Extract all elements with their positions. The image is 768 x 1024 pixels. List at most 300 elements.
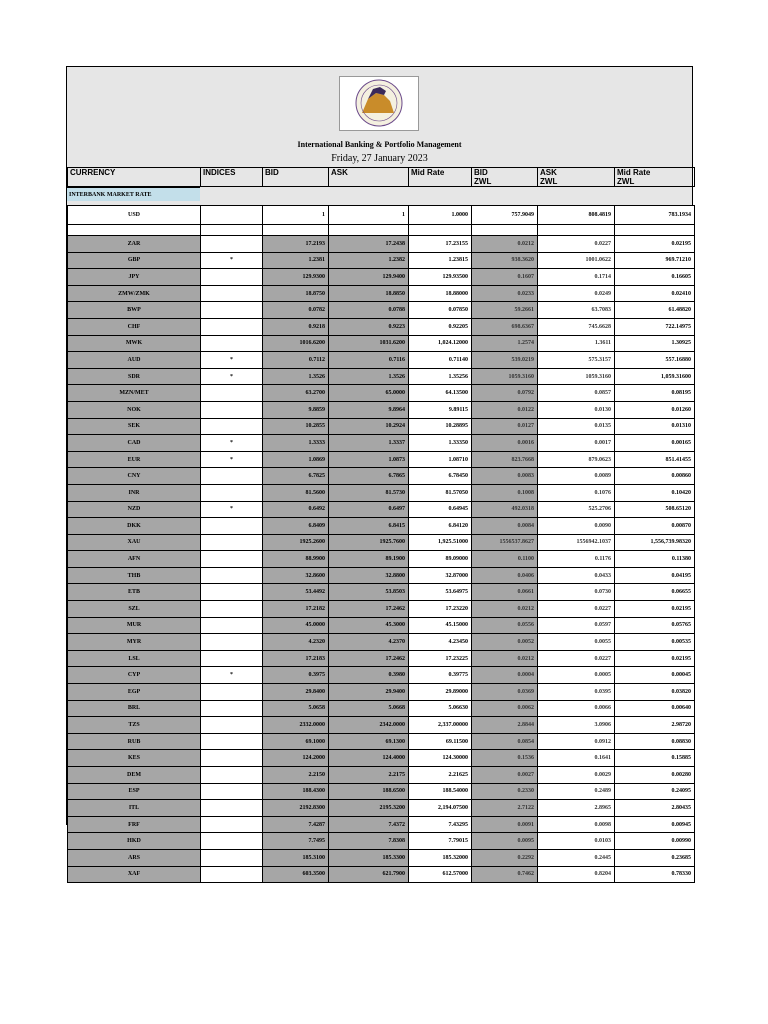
cell-ask-zwl: 0.2445 xyxy=(538,849,615,866)
cell-bid: 7.4287 xyxy=(263,816,329,833)
cell-ask-zwl: 3.0906 xyxy=(538,717,615,734)
cell-ask-zwl: 0.0130 xyxy=(538,401,615,418)
cell-ask: 6.7865 xyxy=(329,468,409,485)
cell-bid-zwl: 0.0122 xyxy=(472,401,538,418)
cell-bid-zwl: 938.3620 xyxy=(472,252,538,269)
cell-bid-zwl: 0.0406 xyxy=(472,567,538,584)
cell-mid: 10.28895 xyxy=(409,418,472,435)
rates-table xyxy=(67,235,695,883)
cell-ask: 1.3526 xyxy=(329,368,409,385)
cell-ask-zwl: 575.3157 xyxy=(538,352,615,369)
cell-ask: 0.3980 xyxy=(329,667,409,684)
cell-mid: 129.93500 xyxy=(409,269,472,286)
cell-ask-zwl: 1556942.1037 xyxy=(538,534,615,551)
cell-ask-zwl: 1.3611 xyxy=(538,335,615,352)
usd-ask-zwl: 808.4819 xyxy=(538,206,615,225)
cell-ask: 7.4372 xyxy=(329,816,409,833)
reserve-bank-logo xyxy=(339,76,419,131)
cell-currency: AUD xyxy=(68,352,201,369)
cell-mid: 7.79015 xyxy=(409,833,472,850)
cell-bid-zwl: 0.0661 xyxy=(472,584,538,601)
cell-bid-zwl: 0.1607 xyxy=(472,269,538,286)
cell-mid-zwl: 0.01260 xyxy=(615,401,695,418)
cell-currency: CHF xyxy=(68,318,201,335)
cell-indices xyxy=(201,767,263,784)
cell-indices xyxy=(201,733,263,750)
cell-bid: 2.2150 xyxy=(263,767,329,784)
cell-currency: NZD xyxy=(68,501,201,518)
cell-indices: * xyxy=(201,667,263,684)
cell-ask: 69.1300 xyxy=(329,733,409,750)
cell-ask: 10.2924 xyxy=(329,418,409,435)
table-row xyxy=(68,617,695,634)
cell-currency: DKK xyxy=(68,518,201,535)
cell-ask-zwl: 0.1641 xyxy=(538,750,615,767)
table-row xyxy=(68,285,695,302)
cell-ask: 4.2370 xyxy=(329,634,409,651)
cell-indices xyxy=(201,335,263,352)
cell-bid-zwl: 0.0212 xyxy=(472,601,538,618)
table-row xyxy=(68,567,695,584)
cell-indices: * xyxy=(201,352,263,369)
cell-ask-zwl: 0.0017 xyxy=(538,435,615,452)
cell-mid-zwl: 0.00280 xyxy=(615,767,695,784)
cell-mid-zwl: 0.78330 xyxy=(615,866,695,883)
cell-mid-zwl: 0.02195 xyxy=(615,236,695,253)
cell-mid-zwl: 0.15885 xyxy=(615,750,695,767)
cell-indices xyxy=(201,617,263,634)
cell-indices xyxy=(201,634,263,651)
cell-ask: 2342.0000 xyxy=(329,717,409,734)
cell-ask-zwl: 0.0055 xyxy=(538,634,615,651)
cell-ask-zwl: 525.2706 xyxy=(538,501,615,518)
cell-mid-zwl: 1,059.31600 xyxy=(615,368,695,385)
cell-indices xyxy=(201,684,263,701)
cell-ask: 0.6497 xyxy=(329,501,409,518)
rate-sheet xyxy=(66,66,693,878)
cell-indices xyxy=(201,717,263,734)
cell-indices xyxy=(201,318,263,335)
table-row xyxy=(68,352,695,369)
cell-bid-zwl: 0.0004 xyxy=(472,667,538,684)
cell-bid-zwl: 1059.3160 xyxy=(472,368,538,385)
cell-indices: * xyxy=(201,435,263,452)
cell-ask-zwl: 1059.3160 xyxy=(538,368,615,385)
cell-bid: 1.3526 xyxy=(263,368,329,385)
cell-bid-zwl: 0.0369 xyxy=(472,684,538,701)
cell-bid: 2332.0000 xyxy=(263,717,329,734)
cell-mid-zwl: 1.30925 xyxy=(615,335,695,352)
cell-mid-zwl: 508.65120 xyxy=(615,501,695,518)
cell-mid: 1.23815 xyxy=(409,252,472,269)
cell-ask-zwl: 0.0103 xyxy=(538,833,615,850)
cell-indices xyxy=(201,401,263,418)
cell-indices xyxy=(201,800,263,817)
cell-ask: 124.4000 xyxy=(329,750,409,767)
cell-ask-zwl: 0.0730 xyxy=(538,584,615,601)
cell-bid: 9.8859 xyxy=(263,401,329,418)
cell-currency: ITL xyxy=(68,800,201,817)
cell-ask: 0.0788 xyxy=(329,302,409,319)
cell-bid: 0.3975 xyxy=(263,667,329,684)
cell-currency: XAU xyxy=(68,534,201,551)
cell-ask-zwl: 0.0089 xyxy=(538,468,615,485)
cell-ask-zwl: 0.0227 xyxy=(538,236,615,253)
cell-mid-zwl: 0.23685 xyxy=(615,849,695,866)
cell-mid-zwl: 0.24095 xyxy=(615,783,695,800)
cell-mid-zwl: 0.03820 xyxy=(615,684,695,701)
cell-indices xyxy=(201,833,263,850)
header-indices: INDICES xyxy=(201,168,263,187)
cell-mid-zwl: 0.08830 xyxy=(615,733,695,750)
cell-bid-zwl: 0.1100 xyxy=(472,551,538,568)
cell-ask-zwl: 0.0098 xyxy=(538,816,615,833)
cell-bid-zwl: 2.7122 xyxy=(472,800,538,817)
cell-mid-zwl: 969.71210 xyxy=(615,252,695,269)
cell-indices xyxy=(201,468,263,485)
cell-mid: 53.64975 xyxy=(409,584,472,601)
cell-ask: 129.9400 xyxy=(329,269,409,286)
cell-indices xyxy=(201,584,263,601)
cell-bid: 32.8600 xyxy=(263,567,329,584)
cell-indices xyxy=(201,385,263,402)
cell-currency: LSL xyxy=(68,650,201,667)
cell-mid-zwl: 0.16605 xyxy=(615,269,695,286)
table-row xyxy=(68,684,695,701)
cell-mid: 1.08710 xyxy=(409,451,472,468)
table-row xyxy=(68,667,695,684)
table-row xyxy=(68,700,695,717)
cell-mid: 17.23225 xyxy=(409,650,472,667)
cell-bid: 81.5600 xyxy=(263,484,329,501)
cell-bid-zwl: 0.2330 xyxy=(472,783,538,800)
cell-currency: ZMW/ZMK xyxy=(68,285,201,302)
cell-bid: 1925.2600 xyxy=(263,534,329,551)
cell-bid-zwl: 0.0792 xyxy=(472,385,538,402)
cell-ask: 1.3337 xyxy=(329,435,409,452)
cell-bid-zwl: 0.0212 xyxy=(472,650,538,667)
cell-bid-zwl: 0.1008 xyxy=(472,484,538,501)
cell-mid-zwl: 0.06655 xyxy=(615,584,695,601)
table-row xyxy=(68,783,695,800)
cell-currency: CAD xyxy=(68,435,201,452)
cell-ask: 7.8308 xyxy=(329,833,409,850)
cell-ask-zwl: 0.0227 xyxy=(538,601,615,618)
cell-mid: 0.71140 xyxy=(409,352,472,369)
cell-mid-zwl: 0.04195 xyxy=(615,567,695,584)
usd-mid-zwl: 783.1934 xyxy=(615,206,695,225)
cell-mid-zwl: 0.00640 xyxy=(615,700,695,717)
cell-indices xyxy=(201,418,263,435)
table-row xyxy=(68,206,695,225)
cell-currency: NOK xyxy=(68,401,201,418)
cell-bid: 603.3500 xyxy=(263,866,329,883)
cell-mid-zwl: 0.00045 xyxy=(615,667,695,684)
table-row xyxy=(68,484,695,501)
cell-bid-zwl: 0.1536 xyxy=(472,750,538,767)
cell-bid-zwl: 1.2574 xyxy=(472,335,538,352)
cell-ask-zwl: 745.6628 xyxy=(538,318,615,335)
cell-mid: 4.23450 xyxy=(409,634,472,651)
cell-bid: 185.3100 xyxy=(263,849,329,866)
cell-ask: 0.7116 xyxy=(329,352,409,369)
cell-indices xyxy=(201,866,263,883)
cell-bid: 1.3333 xyxy=(263,435,329,452)
cell-indices xyxy=(201,849,263,866)
cell-currency: AFN xyxy=(68,551,201,568)
column-headers xyxy=(67,167,695,187)
cell-bid: 1016.6200 xyxy=(263,335,329,352)
cell-mid-zwl: 0.02195 xyxy=(615,601,695,618)
cell-indices: * xyxy=(201,368,263,385)
cell-mid: 6.84120 xyxy=(409,518,472,535)
cell-ask-zwl: 1001.0622 xyxy=(538,252,615,269)
cell-currency: CYP xyxy=(68,667,201,684)
cell-ask: 185.3300 xyxy=(329,849,409,866)
cell-ask: 53.8503 xyxy=(329,584,409,601)
cell-ask: 81.5730 xyxy=(329,484,409,501)
cell-mid-zwl: 0.10420 xyxy=(615,484,695,501)
cell-mid: 0.07850 xyxy=(409,302,472,319)
table-row xyxy=(68,816,695,833)
table-row xyxy=(68,318,695,335)
cell-ask-zwl: 0.0597 xyxy=(538,617,615,634)
report-date: Friday, 27 January 2023 xyxy=(331,153,428,164)
cell-mid: 32.87000 xyxy=(409,567,472,584)
cell-bid: 29.8400 xyxy=(263,684,329,701)
cell-bid: 17.2193 xyxy=(263,236,329,253)
cell-indices xyxy=(201,236,263,253)
cell-ask: 2.2175 xyxy=(329,767,409,784)
cell-currency: ESP xyxy=(68,783,201,800)
cell-bid: 53.4492 xyxy=(263,584,329,601)
cell-indices xyxy=(201,518,263,535)
header-ask: ASK xyxy=(329,168,409,187)
usd-mid: 1.0000 xyxy=(409,206,472,225)
cell-mid: 1,024.12000 xyxy=(409,335,472,352)
cell-bid-zwl: 0.7462 xyxy=(472,866,538,883)
cell-mid: 69.11500 xyxy=(409,733,472,750)
table-row xyxy=(68,302,695,319)
cell-bid: 0.6492 xyxy=(263,501,329,518)
cell-ask-zwl: 0.1076 xyxy=(538,484,615,501)
table-row xyxy=(68,385,695,402)
cell-ask-zwl: 0.1176 xyxy=(538,551,615,568)
cell-ask-zwl: 0.0227 xyxy=(538,650,615,667)
interbank-label: INTERBANK MARKET RATE xyxy=(67,187,200,201)
cell-mid: 6.78450 xyxy=(409,468,472,485)
cell-mid: 0.64945 xyxy=(409,501,472,518)
cell-mid-zwl: 0.00165 xyxy=(615,435,695,452)
table-row xyxy=(68,534,695,551)
cell-currency: RUB xyxy=(68,733,201,750)
table-row xyxy=(68,767,695,784)
cell-currency: THB xyxy=(68,567,201,584)
cell-bid-zwl: 0.2292 xyxy=(472,849,538,866)
cell-indices xyxy=(201,269,263,286)
cell-bid-zwl: 1556537.8627 xyxy=(472,534,538,551)
cell-ask-zwl: 63.7083 xyxy=(538,302,615,319)
header-bid-zwl: BID ZWL xyxy=(472,168,538,187)
cell-mid: 7.43295 xyxy=(409,816,472,833)
cell-bid-zwl: 0.0854 xyxy=(472,733,538,750)
cell-ask: 621.7900 xyxy=(329,866,409,883)
cell-currency: SEK xyxy=(68,418,201,435)
cell-indices: * xyxy=(201,252,263,269)
cell-mid-zwl: 0.11380 xyxy=(615,551,695,568)
table-row xyxy=(68,269,695,286)
cell-ask-zwl: 0.0066 xyxy=(538,700,615,717)
cell-bid-zwl: 0.0556 xyxy=(472,617,538,634)
cell-ask: 17.2462 xyxy=(329,650,409,667)
table-row xyxy=(68,750,695,767)
table-row xyxy=(68,368,695,385)
cell-currency: EUR xyxy=(68,451,201,468)
cell-currency: ETB xyxy=(68,584,201,601)
cell-mid-zwl: 0.00860 xyxy=(615,468,695,485)
table-row xyxy=(68,650,695,667)
table-row xyxy=(68,717,695,734)
cell-mid-zwl: 61.48820 xyxy=(615,302,695,319)
cell-mid: 18.88000 xyxy=(409,285,472,302)
cell-mid-zwl: 0.00945 xyxy=(615,816,695,833)
table-row xyxy=(68,833,695,850)
header-currency: CURRENCY xyxy=(68,168,201,187)
cell-indices xyxy=(201,601,263,618)
cell-currency: MZN/MET xyxy=(68,385,201,402)
cell-bid-zwl: 0.0084 xyxy=(472,518,538,535)
cell-currency: HKD xyxy=(68,833,201,850)
cell-mid: 1,925.51000 xyxy=(409,534,472,551)
cell-ask: 0.9223 xyxy=(329,318,409,335)
cell-mid-zwl: 0.00990 xyxy=(615,833,695,850)
cell-bid: 124.2000 xyxy=(263,750,329,767)
cell-currency: BRL xyxy=(68,700,201,717)
cell-bid-zwl: 698.6367 xyxy=(472,318,538,335)
header-mid: Mid Rate xyxy=(409,168,472,187)
cell-currency: JPY xyxy=(68,269,201,286)
cell-currency: FRF xyxy=(68,816,201,833)
cell-ask-zwl: 0.0090 xyxy=(538,518,615,535)
cell-indices xyxy=(201,700,263,717)
cell-currency: MUR xyxy=(68,617,201,634)
table-row xyxy=(68,335,695,352)
cell-bid: 2192.8300 xyxy=(263,800,329,817)
table-row xyxy=(68,451,695,468)
cell-mid-zwl: 0.01310 xyxy=(615,418,695,435)
cell-ask: 45.3000 xyxy=(329,617,409,634)
cell-ask-zwl: 0.0857 xyxy=(538,385,615,402)
cell-currency: MWK xyxy=(68,335,201,352)
cell-ask-zwl: 0.8204 xyxy=(538,866,615,883)
cell-ask: 29.9400 xyxy=(329,684,409,701)
cell-currency: INR xyxy=(68,484,201,501)
cell-ask-zwl: 0.1714 xyxy=(538,269,615,286)
usd-bid: 1 xyxy=(263,206,329,225)
cell-bid-zwl: 0.0062 xyxy=(472,700,538,717)
cell-mid: 17.23220 xyxy=(409,601,472,618)
cell-currency: ARS xyxy=(68,849,201,866)
cell-ask: 9.8964 xyxy=(329,401,409,418)
cell-bid: 1.0869 xyxy=(263,451,329,468)
cell-indices xyxy=(201,534,263,551)
table-row xyxy=(68,551,695,568)
cell-mid: 1.35256 xyxy=(409,368,472,385)
cell-bid-zwl: 492.0318 xyxy=(472,501,538,518)
cell-ask: 1031.6200 xyxy=(329,335,409,352)
cell-currency: EGP xyxy=(68,684,201,701)
cell-bid: 17.2182 xyxy=(263,601,329,618)
cell-mid-zwl: 0.02195 xyxy=(615,650,695,667)
table-row xyxy=(68,601,695,618)
table-row xyxy=(68,252,695,269)
cell-currency: XAF xyxy=(68,866,201,883)
usd-currency: USD xyxy=(68,206,201,225)
cell-mid: 89.09000 xyxy=(409,551,472,568)
table-row xyxy=(68,501,695,518)
cell-bid-zwl: 0.0052 xyxy=(472,634,538,651)
cell-bid: 1.2381 xyxy=(263,252,329,269)
cell-bid: 0.7112 xyxy=(263,352,329,369)
cell-currency: TZS xyxy=(68,717,201,734)
cell-mid: 2,194.07500 xyxy=(409,800,472,817)
cell-mid-zwl: 0.05765 xyxy=(615,617,695,634)
cell-mid: 81.57050 xyxy=(409,484,472,501)
cell-bid: 18.8750 xyxy=(263,285,329,302)
cell-mid: 185.32000 xyxy=(409,849,472,866)
table-row xyxy=(68,800,695,817)
cell-indices xyxy=(201,567,263,584)
cell-indices xyxy=(201,484,263,501)
cell-mid: 124.30000 xyxy=(409,750,472,767)
cell-bid-zwl: 0.0233 xyxy=(472,285,538,302)
cell-ask-zwl: 0.0135 xyxy=(538,418,615,435)
cell-indices: * xyxy=(201,501,263,518)
cell-bid-zwl: 823.7668 xyxy=(472,451,538,468)
cell-bid: 5.0658 xyxy=(263,700,329,717)
cell-ask: 18.8850 xyxy=(329,285,409,302)
header-mid-zwl: Mid Rate ZWL xyxy=(615,168,695,187)
cell-ask-zwl: 2.8965 xyxy=(538,800,615,817)
cell-mid-zwl: 2.80435 xyxy=(615,800,695,817)
header-bid: BID xyxy=(263,168,329,187)
cell-mid: 0.39775 xyxy=(409,667,472,684)
cell-currency: DEM xyxy=(68,767,201,784)
cell-bid-zwl: 2.8844 xyxy=(472,717,538,734)
cell-ask: 6.8415 xyxy=(329,518,409,535)
cell-currency: BWP xyxy=(68,302,201,319)
cell-mid: 612.57000 xyxy=(409,866,472,883)
cell-mid: 29.89000 xyxy=(409,684,472,701)
cell-ask: 1925.7600 xyxy=(329,534,409,551)
cell-indices xyxy=(201,551,263,568)
cell-mid: 5.06630 xyxy=(409,700,472,717)
cell-currency: CNY xyxy=(68,468,201,485)
cell-bid: 10.2855 xyxy=(263,418,329,435)
cell-ask-zwl: 0.0029 xyxy=(538,767,615,784)
cell-bid-zwl: 0.0016 xyxy=(472,435,538,452)
cell-indices xyxy=(201,302,263,319)
cell-bid: 0.0782 xyxy=(263,302,329,319)
cell-bid: 45.0000 xyxy=(263,617,329,634)
cell-mid: 9.89115 xyxy=(409,401,472,418)
cell-ask-zwl: 0.0395 xyxy=(538,684,615,701)
cell-mid-zwl: 0.02410 xyxy=(615,285,695,302)
cell-mid-zwl: 0.00535 xyxy=(615,634,695,651)
cell-ask: 32.8800 xyxy=(329,567,409,584)
cell-mid-zwl: 0.08195 xyxy=(615,385,695,402)
cell-mid-zwl: 0.00870 xyxy=(615,518,695,535)
